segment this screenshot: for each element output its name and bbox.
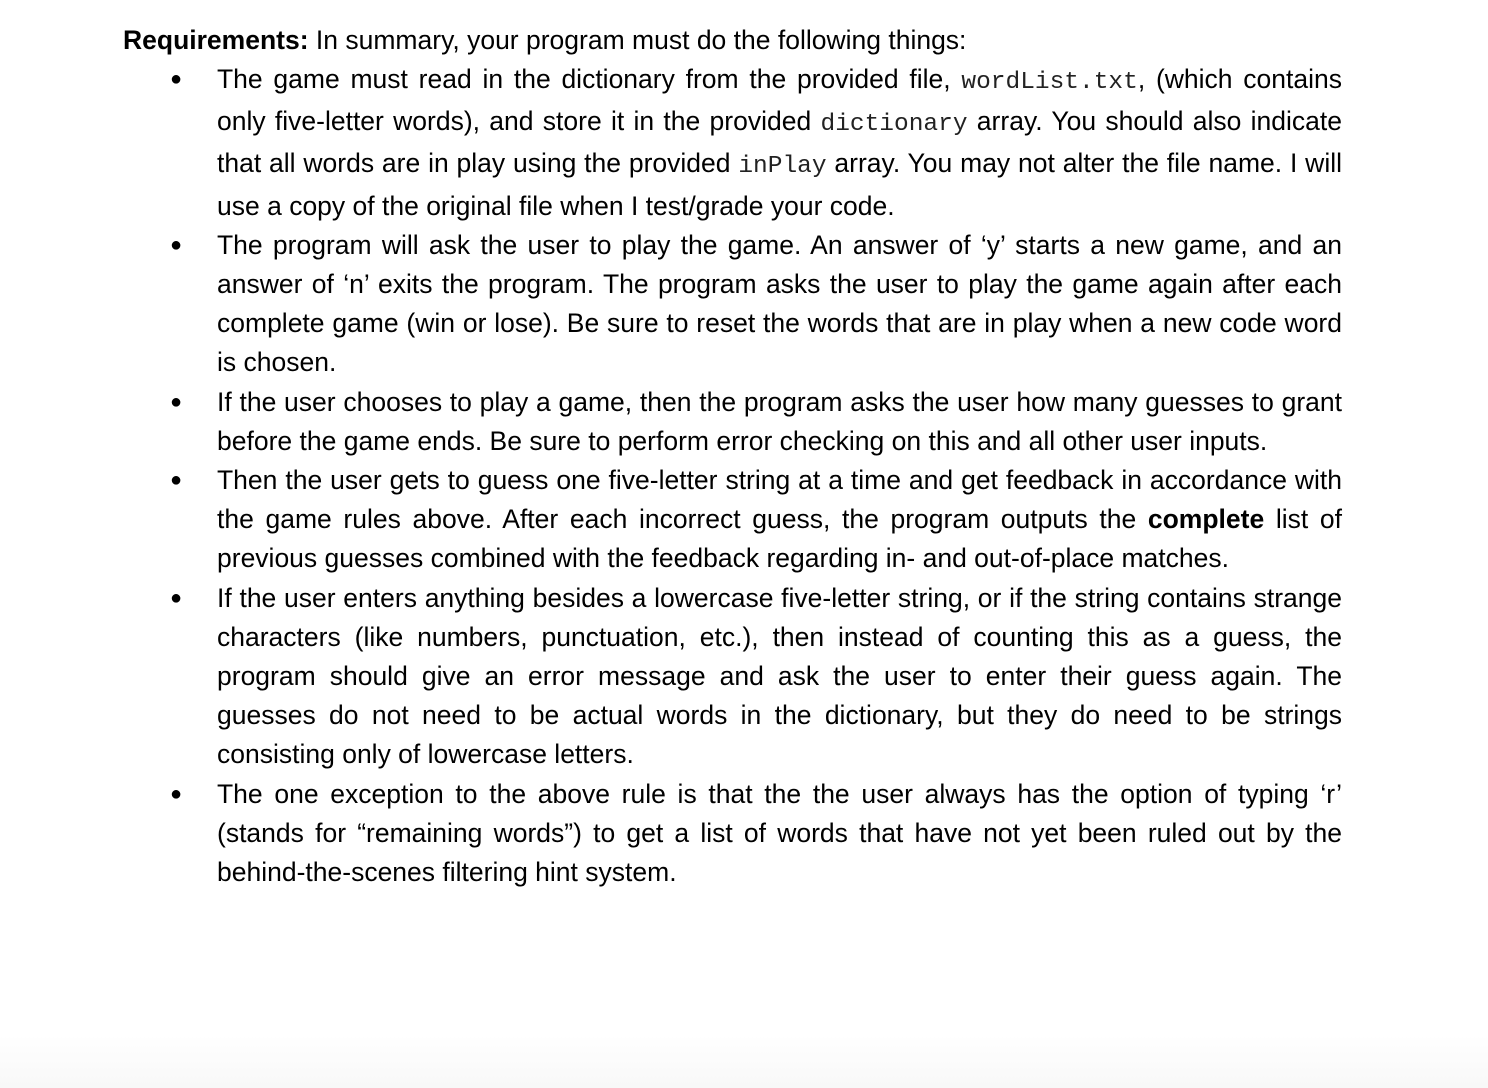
requirement-item [170, 226, 1342, 383]
requirement-text: The game must read in the dictionary from the provided file, [217, 64, 962, 94]
requirement-item [170, 461, 1342, 579]
requirements-list [170, 60, 1342, 892]
code-identifier: dictionary [820, 111, 968, 139]
emphasis-text: complete [1147, 504, 1265, 535]
requirement-text: array. You should also indicate that all words are in play using the provided [217, 106, 1342, 179]
requirement-item [170, 60, 1342, 226]
requirement-item [170, 579, 1342, 775]
requirement-item [170, 775, 1342, 893]
bullet-icon: ● [170, 233, 183, 256]
requirement-text: Then the user gets to guess one five-letter string at a time and get feedback in accordance with the game rules above. After each incorrect guess, the program outputs the [217, 465, 1342, 535]
requirement-text: If the user chooses to play a game, then the program asks the user how many guesses to grant before the game ends. Be sure to perform error checking on this and all other user inputs. [217, 386, 1342, 456]
requirement-text: The one exception to the above rule is that the the user always has the option of typing ‘r’ (stands for “remaining words”) to get a list of words that have not yet been ruled out by the behind-the-scenes filtering hint system. [217, 778, 1342, 888]
bullet-icon: ● [170, 469, 183, 492]
bullet-icon: ● [170, 390, 183, 413]
code-identifier: inPlay [738, 153, 827, 181]
code-identifier: wordList.txt [961, 69, 1138, 96]
requirement-text: array. You may not alter the file name. I will use a copy of the original file when I test/grade your code. [217, 148, 1342, 221]
requirement-text: The program will ask the user to play the game. An answer of ‘y’ starts a new game, and an answer of ‘n’ exits the program. The program asks the user to play the game again after each complete game (win or lose). Be sure to reset the words that are in play when a new code word is chosen. [217, 229, 1342, 378]
requirement-item [170, 383, 1342, 461]
requirements-label: Requirements: [123, 25, 309, 55]
requirement-text: , (which contains only five-letter words), and store it in the provided [217, 64, 1342, 137]
bullet-icon: ● [170, 586, 183, 609]
requirements-intro-text: In summary, your program must do the following things: [308, 25, 967, 55]
bullet-icon: ● [170, 782, 183, 805]
requirement-text: If the user enters anything besides a lowercase five-letter string, or if the string contains strange characters (like numbers, punctuation, etc.), then instead of counting this as a guess, the program should give an error message and ask the user to enter their guess again. The guesses do not need to be actual words in the dictionary, but they do need to be strings consisting only of lowercase letters. [217, 582, 1342, 770]
bullet-icon: ● [170, 68, 183, 90]
requirements-intro [123, 21, 966, 60]
requirement-text: list of previous guesses combined with the feedback regarding in- and out-of-place matches. [217, 504, 1342, 574]
